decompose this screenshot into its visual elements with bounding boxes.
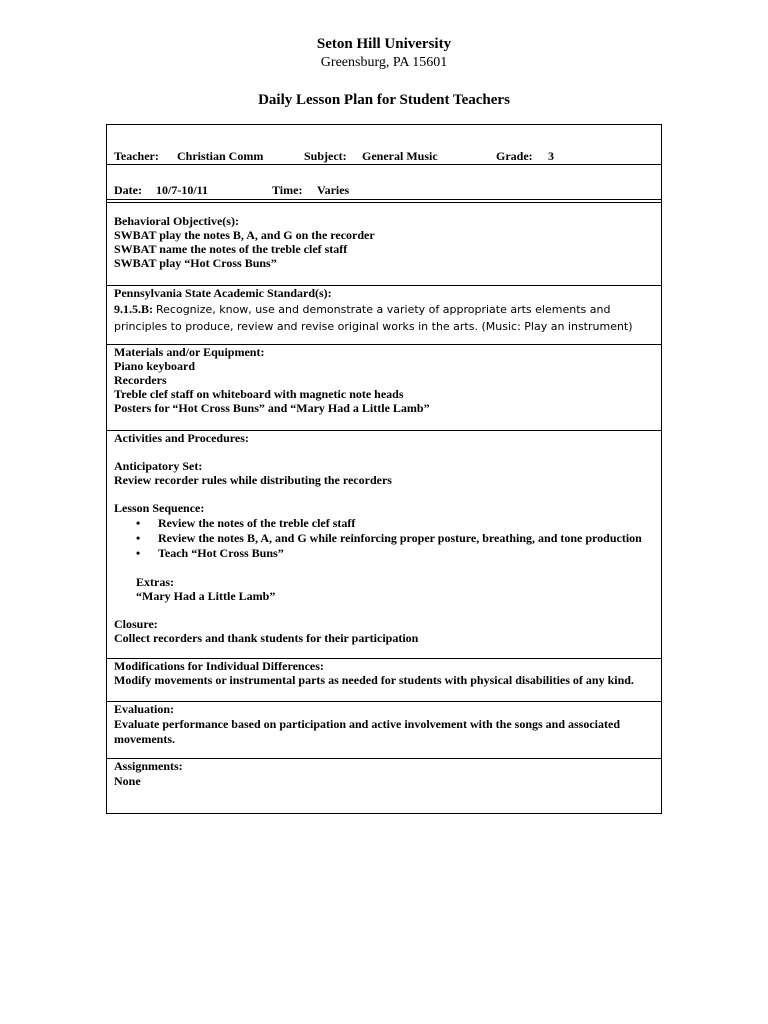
teacher-label: Teacher: [114,149,159,163]
divider [107,199,661,200]
objectives-section [114,214,654,270]
time-label: Time: [272,183,303,197]
standard-text: Recognize, know, use and demonstrate a variety of appropriate arts elements and principles to produce, review and revise original works in the arts. (Music: Play an instrument) [114,303,633,333]
evaluation-text: Evaluate performance based on participation and active involvement with the songs and associated movements. [114,717,621,746]
objectives-heading: Behavioral Objective(s): [114,214,239,228]
date-value: 10/7-10/11 [156,183,209,197]
document-title: Daily Lesson Plan for Student Teachers [258,92,510,108]
materials-section [114,345,654,415]
subject-value: General Music [362,149,438,163]
university-location: Greensburg, PA 15601 [320,55,448,70]
closure-text: Collect recorders and thank students for their participation [114,631,419,645]
university-name: Seton Hill University [316,36,452,52]
anticipatory-heading: Anticipatory Set: [114,459,203,473]
sequence-list [114,516,654,560]
extras-text: “Mary Had a Little Lamb” [136,589,276,603]
modifications-heading: Modifications for Individual Differences: [114,659,324,673]
sequence-item: • Teach “Hot Cross Buns” [136,546,654,560]
standard-code: 9.1.5.B: [114,302,153,316]
standards-section [114,285,654,335]
sequence-heading: Lesson Sequence: [114,501,205,515]
evaluation-section [114,702,654,747]
subject-label: Subject: [304,149,347,163]
material-item: Treble clef staff on whiteboard with magnetic note heads [114,387,404,401]
anticipatory-text: Review recorder rules while distributing the recorders [114,473,392,487]
assignments-text: None [114,774,141,788]
modifications-text: Modify movements or instrumental parts as needed for students with physical disabilities of any kind. [114,673,634,687]
objective-item: SWBAT name the notes of the treble clef staff [114,242,348,256]
closure-heading: Closure: [114,617,158,631]
standards-heading: Pennsylvania State Academic Standard(s): [114,286,332,300]
objective-item: SWBAT play the notes B, A, and G on the recorder [114,228,375,242]
objective-item: SWBAT play “Hot Cross Buns” [114,256,277,270]
lesson-plan-table [106,124,662,814]
extras-heading: Extras: [136,575,174,589]
divider [107,164,661,165]
evaluation-heading: Evaluation: [114,702,175,716]
time-value: Varies [317,183,350,197]
assignments-section [114,759,654,789]
material-item: Recorders [114,373,167,387]
divider [107,202,661,203]
teacher-value: Christian Comm [177,149,264,163]
sequence-item: • Review the notes B, A, and G while reinforcing proper posture, breathing, and tone production [136,531,654,545]
sequence-item: • Review the notes of the treble clef staff [136,516,654,530]
material-item: Posters for “Hot Cross Buns” and “Mary Had a Little Lamb” [114,401,430,415]
grade-label: Grade: [496,149,533,163]
assignments-heading: Assignments: [114,759,183,773]
activities-heading: Activities and Procedures: [114,431,249,445]
date-label: Date: [114,183,142,197]
material-item: Piano keyboard [114,359,196,373]
modifications-section [114,659,654,687]
materials-heading: Materials and/or Equipment: [114,345,265,359]
grade-value: 3 [548,149,554,163]
activities-section [114,431,654,645]
